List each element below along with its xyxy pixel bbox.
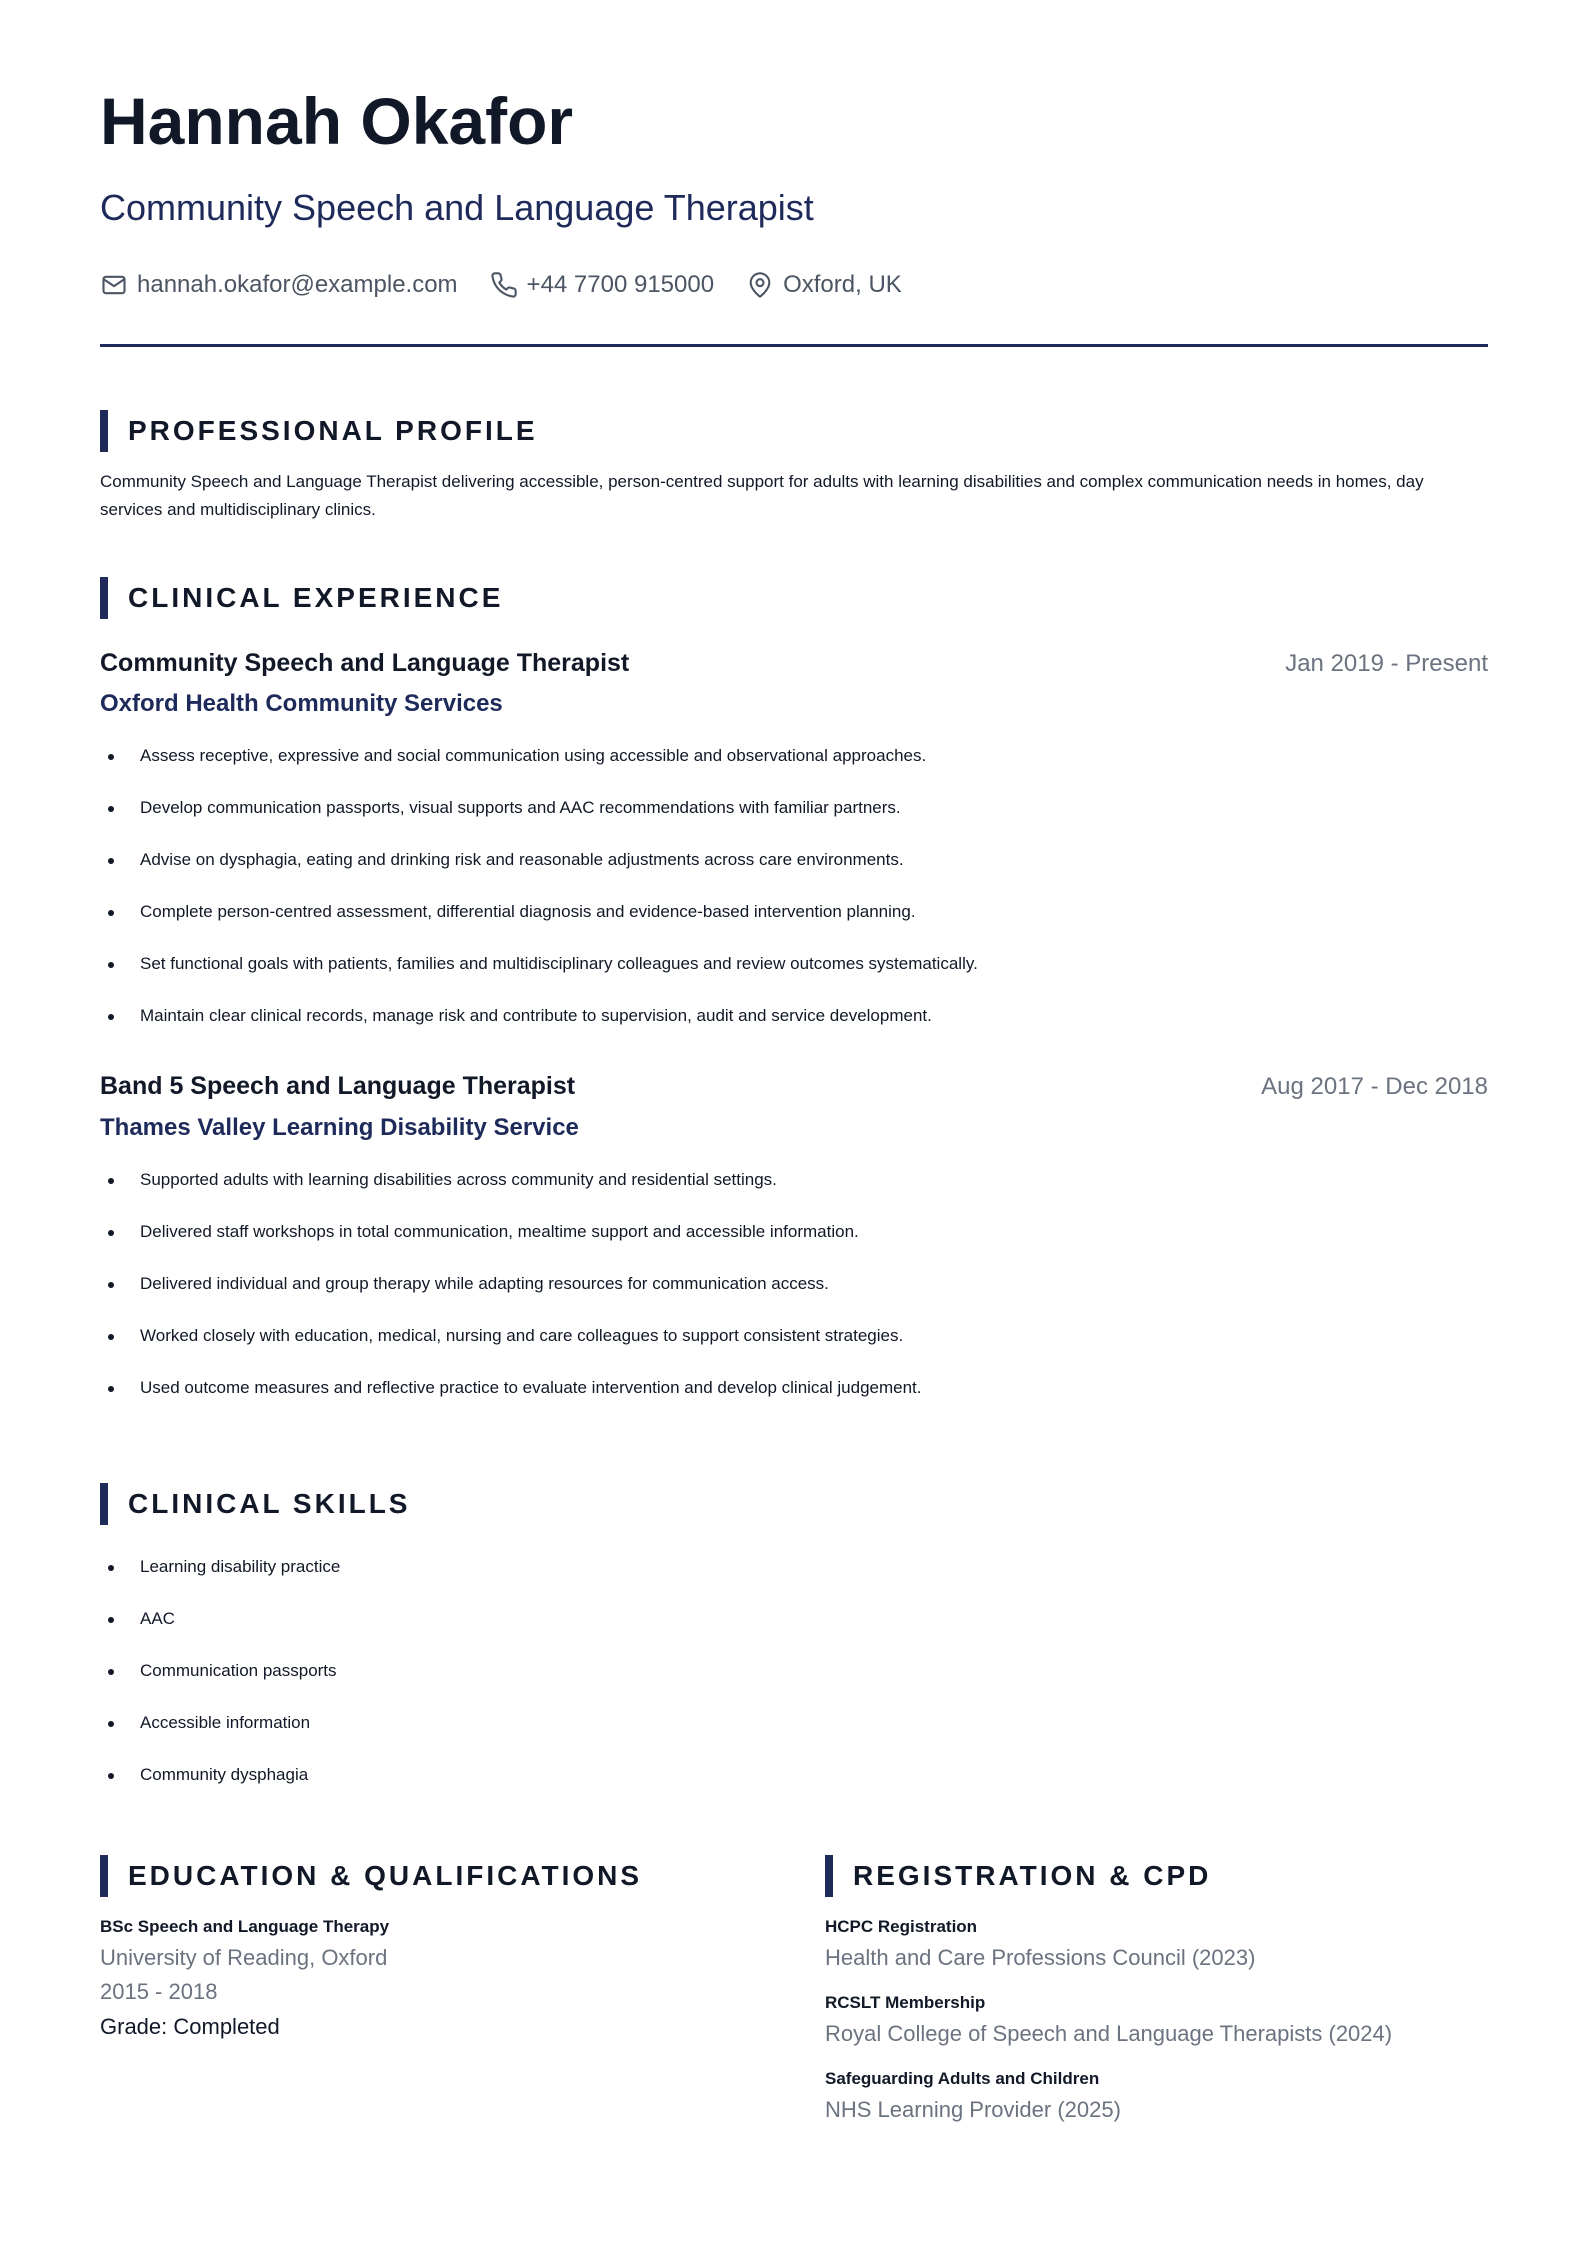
registration-title: RCSLT Membership — [825, 1993, 986, 2012]
list-item: Delivered individual and group therapy while adapting resources for communication access. — [100, 1274, 1488, 1326]
job-organisation: Thames Valley Learning Disability Service — [100, 1114, 579, 1141]
section-accent-bar — [100, 410, 108, 452]
list-item: Set functional goals with patients, families and multidisciplinary colleagues and review outcomes systematically. — [100, 954, 1488, 1006]
header-divider — [100, 344, 1488, 347]
job-organisation: Oxford Health Community Services — [100, 690, 503, 717]
job-bullets — [100, 1170, 1488, 1430]
list-item: Used outcome measures and reflective practice to evaluate intervention and develop clinical judgement. — [100, 1378, 1488, 1430]
registration-detail: Health and Care Professions Council (2023) — [825, 1945, 1256, 1970]
job-title: Band 5 Speech and Language Therapist — [100, 1072, 576, 1100]
education-years: 2015 - 2018 — [100, 1979, 218, 2004]
job-title: Community Speech and Language Therapist — [100, 649, 630, 677]
section-heading-registration — [825, 1855, 1211, 1897]
section-accent-bar — [825, 1855, 833, 1897]
list-item: Assess receptive, expressive and social communication using accessible and observational approaches. — [100, 746, 1488, 798]
contact-email[interactable] — [100, 271, 458, 299]
section-accent-bar — [100, 1483, 108, 1525]
skills-list — [100, 1557, 800, 1817]
list-item: Communication passports — [100, 1661, 800, 1713]
section-heading-label: REGISTRATION & CPD — [853, 1860, 1212, 1891]
contact-location — [746, 271, 902, 299]
registration-title: HCPC Registration — [825, 1917, 978, 1936]
profile-text: Community Speech and Language Therapist delivering accessible, person-centred support for adults with learning disabilities and complex communication needs in homes, day services and multidisciplinary clinics. — [100, 472, 1424, 519]
section-heading-experience — [100, 577, 503, 619]
mail-icon — [100, 271, 128, 299]
phone-text: +44 7700 915000 — [526, 271, 715, 298]
candidate-name: Hannah Okafor — [100, 84, 574, 158]
list-item: Complete person-centred assessment, differential diagnosis and evidence-based intervention planning. — [100, 902, 1488, 954]
candidate-title: Community Speech and Language Therapist — [100, 187, 814, 228]
contact-phone[interactable] — [490, 271, 715, 299]
job-dates: Jan 2019 - Present — [1285, 650, 1488, 677]
phone-icon — [490, 271, 518, 299]
job-bullets — [100, 746, 1488, 1058]
list-item: Delivered staff workshops in total communication, mealtime support and accessible information. — [100, 1222, 1488, 1274]
contact-row — [100, 271, 934, 299]
section-heading-skills — [100, 1483, 410, 1525]
section-heading-profile — [100, 410, 538, 452]
section-accent-bar — [100, 577, 108, 619]
registration-detail: NHS Learning Provider (2025) — [825, 2097, 1121, 2122]
list-item: Develop communication passports, visual supports and AAC recommendations with familiar partners. — [100, 798, 1488, 850]
list-item: Maintain clear clinical records, manage risk and contribute to supervision, audit and service development. — [100, 1006, 1488, 1058]
education-grade: Grade: Completed — [100, 2014, 280, 2039]
registration-title: Safeguarding Adults and Children — [825, 2069, 1100, 2088]
list-item: Accessible information — [100, 1713, 800, 1765]
list-item: Advise on dysphagia, eating and drinking risk and reasonable adjustments across care environments. — [100, 850, 1488, 902]
map-pin-icon — [746, 271, 774, 299]
section-accent-bar — [100, 1855, 108, 1897]
education-degree: BSc Speech and Language Therapy — [100, 1917, 390, 1936]
list-item: Learning disability practice — [100, 1557, 800, 1609]
location-text: Oxford, UK — [783, 271, 902, 298]
job-dates: Aug 2017 - Dec 2018 — [1261, 1073, 1488, 1100]
list-item: AAC — [100, 1609, 800, 1661]
list-item: Community dysphagia — [100, 1765, 800, 1817]
email-text: hannah.okafor@example.com — [137, 271, 458, 298]
list-item: Supported adults with learning disabilities across community and residential settings. — [100, 1170, 1488, 1222]
section-heading-education — [100, 1855, 642, 1897]
registration-detail: Royal College of Speech and Language Therapists (2024) — [825, 2021, 1393, 2046]
section-heading-label: EDUCATION & QUALIFICATIONS — [128, 1860, 643, 1891]
education-institution: University of Reading, Oxford — [100, 1945, 388, 1970]
section-heading-label: CLINICAL EXPERIENCE — [128, 582, 504, 613]
section-heading-label: CLINICAL SKILLS — [128, 1488, 411, 1519]
list-item: Worked closely with education, medical, nursing and care colleagues to support consistent strategies. — [100, 1326, 1488, 1378]
section-heading-label: PROFESSIONAL PROFILE — [128, 415, 538, 446]
